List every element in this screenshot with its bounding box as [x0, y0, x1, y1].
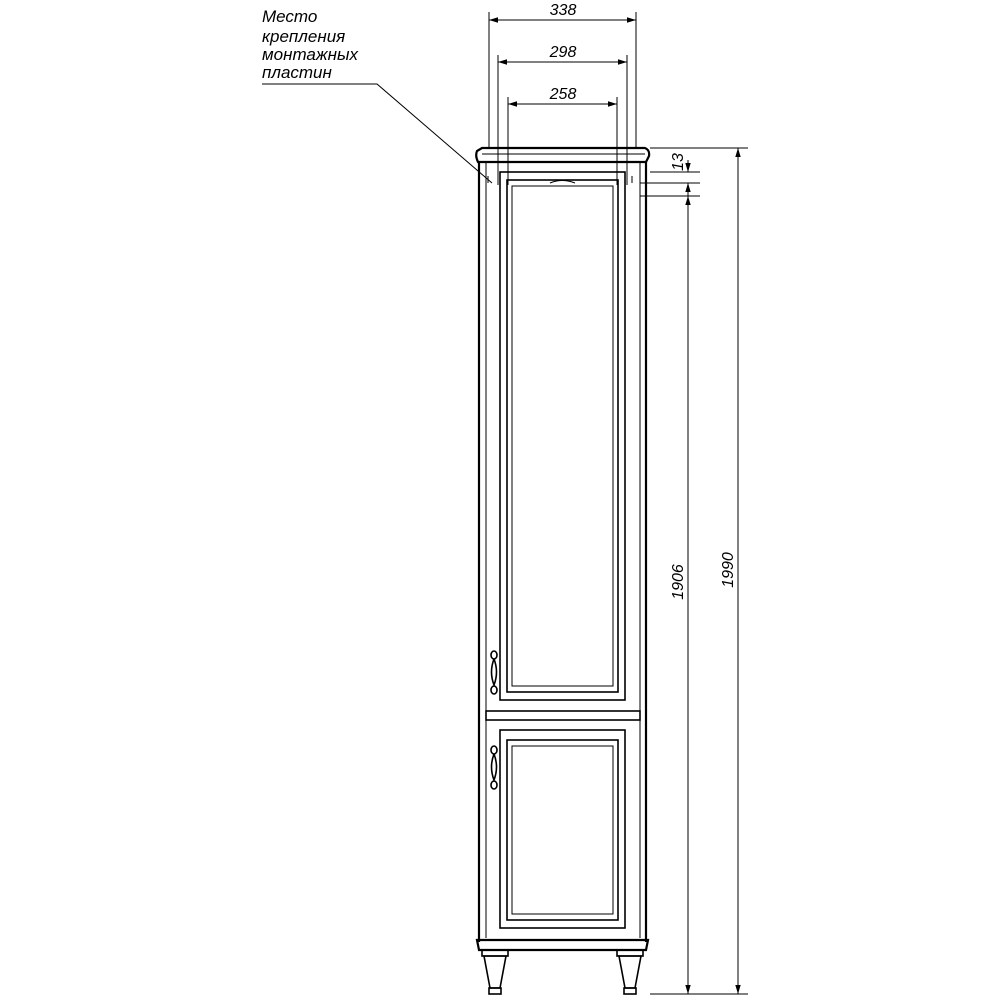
upper-door-panel	[507, 180, 618, 692]
mounting-plate-label	[262, 7, 492, 183]
upper-door	[500, 172, 625, 700]
middle-rail	[486, 711, 640, 720]
upper-door-top-ornament	[550, 181, 575, 184]
height-dimensions	[640, 148, 748, 994]
left-leg	[482, 950, 508, 994]
dim-text-298: 298	[549, 44, 577, 61]
label-leader-line	[262, 84, 492, 183]
label-line-1: Место	[262, 7, 318, 26]
right-leg	[617, 950, 643, 994]
label-line-2: крепления	[262, 27, 346, 46]
cabinet-cornice	[476, 148, 649, 162]
dim-text-13: 13	[670, 153, 687, 171]
lower-door-panel-inner	[512, 746, 613, 914]
dim-text-1990: 1990	[720, 552, 737, 588]
upper-door-panel-inner	[512, 186, 613, 686]
cabinet-body	[476, 148, 649, 994]
cabinet-plinth	[477, 940, 648, 950]
dim-text-338: 338	[549, 2, 577, 19]
width-dimensions	[489, 2, 636, 185]
dim-text-258: 258	[549, 86, 577, 103]
dim-text-1906: 1906	[670, 564, 687, 600]
lower-door-handle	[491, 746, 497, 789]
lower-door	[500, 730, 625, 928]
label-line-4: пластин	[262, 63, 332, 82]
label-line-3: монтажных	[262, 45, 358, 64]
upper-door-handle	[491, 651, 497, 694]
lower-door-panel	[507, 740, 618, 920]
